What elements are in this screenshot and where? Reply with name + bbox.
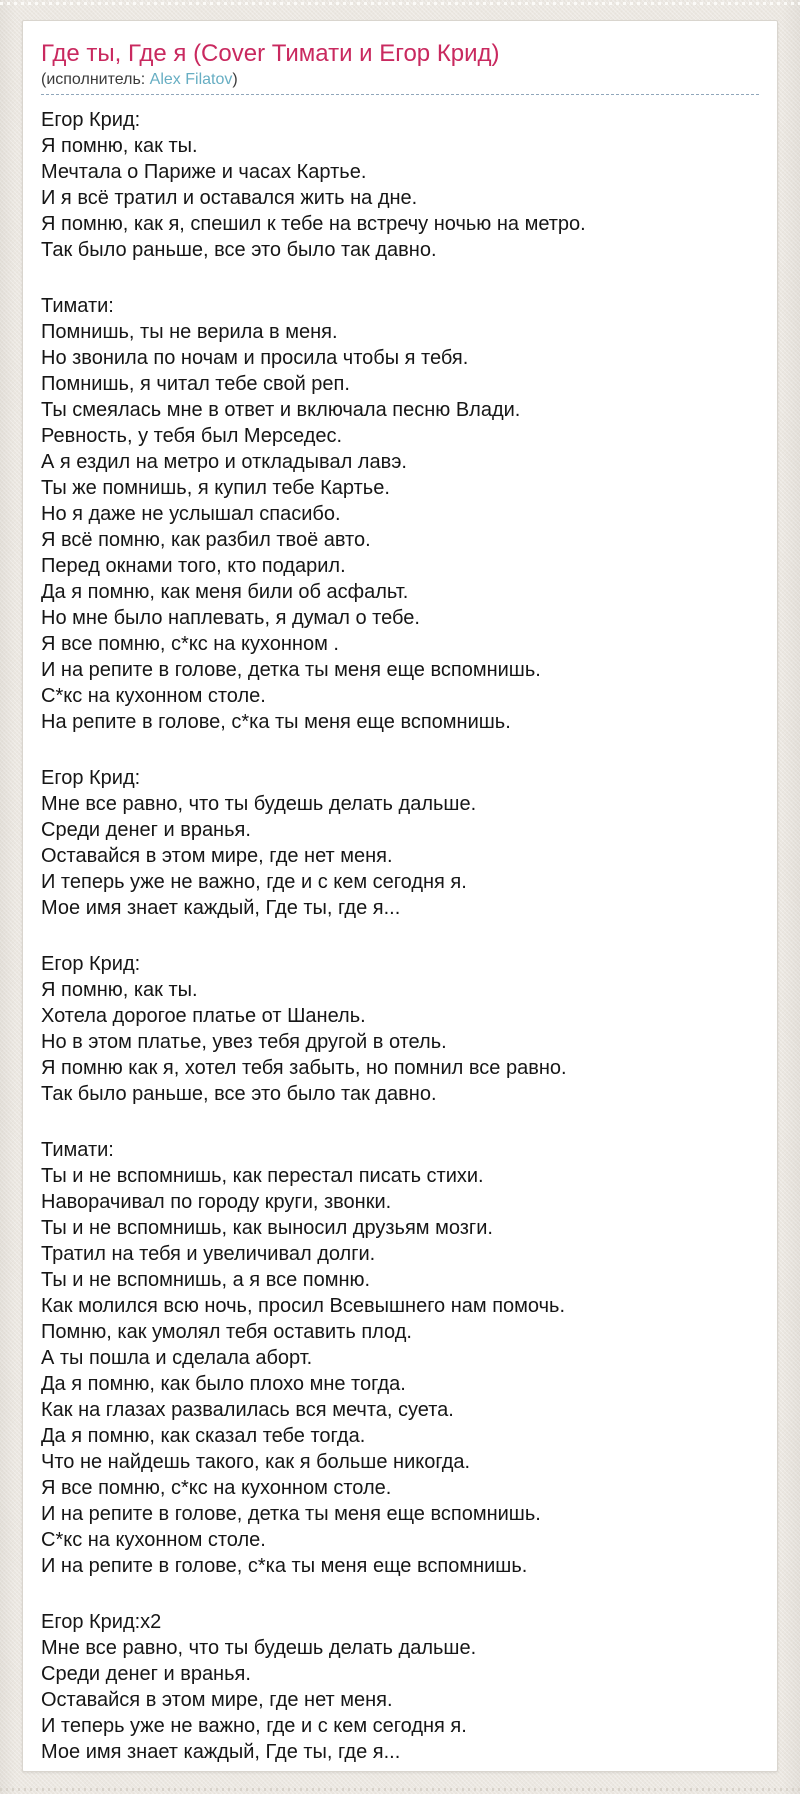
song-title: Где ты, Где я (Cover Тимати и Егор Крид)	[41, 40, 500, 67]
lyric-line: С*кс на кухонном столе.	[41, 685, 266, 707]
lyric-line: Среди денег и вранья.	[41, 1663, 251, 1685]
lyric-line: Среди денег и вранья.	[41, 819, 251, 841]
lyric-line: Но мне было наплевать, я думал о тебе.	[41, 607, 420, 629]
lyric-line: Тимати:	[41, 1139, 114, 1161]
stanza	[41, 951, 759, 1107]
lyric-line: Я помню как я, хотел тебя забыть, но помнил все равно.	[41, 1057, 567, 1079]
lyrics	[41, 107, 759, 1765]
stanza	[41, 107, 759, 263]
lyric-line: Так было раньше, все это было так давно.	[41, 239, 437, 261]
lyric-line: Ты смеялась мне в ответ и включала песню Влади.	[41, 399, 521, 421]
lyric-line: Оставайся в этом мире, где нет меня.	[41, 1689, 393, 1711]
lyric-line: Я все помню, с*кс на кухонном столе.	[41, 1477, 392, 1499]
lyric-line: Как молился всю ночь, просил Всевышнего нам помочь.	[41, 1295, 565, 1317]
lyric-line: Помню, как умолял тебя оставить плод.	[41, 1321, 412, 1343]
lyric-line: Я всё помню, как разбил твоё авто.	[41, 529, 371, 551]
lyric-line: Мне все равно, что ты будешь делать дальше.	[41, 793, 477, 815]
lyric-line: И на репите в голове, с*ка ты меня еще вспомнишь.	[41, 1555, 528, 1577]
artist-line	[41, 70, 759, 95]
lyric-line: Мне все равно, что ты будешь делать дальше.	[41, 1637, 477, 1659]
stanza	[41, 765, 759, 921]
stitch-border-top	[0, 2, 800, 5]
lyric-line: Так было раньше, все это было так давно.	[41, 1083, 437, 1105]
lyric-line: Помнишь, ты не верила в меня.	[41, 321, 338, 343]
lyric-line: И я всё тратил и оставался жить на дне.	[41, 187, 418, 209]
lyric-line: Тратил на тебя и увеличивал долги.	[41, 1243, 376, 1265]
lyric-line: Ты и не вспомнишь, как выносил друзьям мозги.	[41, 1217, 493, 1239]
lyric-line: Я помню, как я, спешил к тебе на встречу ночью на метро.	[41, 213, 586, 235]
lyric-line: Оставайся в этом мире, где нет меня.	[41, 845, 393, 867]
lyric-line: Да я помню, как сказал тебе тогда.	[41, 1425, 366, 1447]
lyric-line: Я помню, как ты.	[41, 135, 198, 157]
lyric-line: Я все помню, с*кс на кухонном .	[41, 633, 339, 655]
lyric-line: На репите в голове, с*ка ты меня еще вспомнишь.	[41, 711, 511, 733]
lyric-line: Ты и не вспомнишь, а я все помню.	[41, 1269, 371, 1291]
lyric-line: А я ездил на метро и откладывал лавэ.	[41, 451, 407, 473]
lyric-line: Но звонила по ночам и просила чтобы я тебя.	[41, 347, 469, 369]
lyric-line: Ревность, у тебя был Мерседес.	[41, 425, 343, 447]
lyric-line: И на репите в голове, детка ты меня еще вспомнишь.	[41, 659, 541, 681]
lyric-line: Егор Крид:	[41, 953, 141, 975]
lyric-line: А ты пошла и сделала аборт.	[41, 1347, 313, 1369]
artist-label-suffix: )	[232, 71, 238, 88]
lyric-line: И теперь уже не важно, где и с кем сегодня я.	[41, 871, 467, 893]
lyric-line: Как на глазах развалилась вся мечта, суета.	[41, 1399, 454, 1421]
lyric-line: Мое имя знает каждый, Где ты, где я...	[41, 1741, 401, 1763]
lyric-line: Егор Крид:x2	[41, 1611, 162, 1633]
lyric-line: Егор Крид:	[41, 767, 141, 789]
lyric-line: Ты же помнишь, я купил тебе Картье.	[41, 477, 390, 499]
lyric-line: И теперь уже не важно, где и с кем сегодня я.	[41, 1715, 467, 1737]
stanza	[41, 1137, 759, 1579]
lyric-line: Хотела дорогое платье от Шанель.	[41, 1005, 366, 1027]
lyric-line: Ты и не вспомнишь, как перестал писать стихи.	[41, 1165, 484, 1187]
lyric-line: И на репите в голове, детка ты меня еще вспомнишь.	[41, 1503, 541, 1525]
stitch-border-bottom	[0, 1788, 800, 1791]
lyric-line: Да я помню, как меня били об асфальт.	[41, 581, 409, 603]
lyric-line: Егор Крид:	[41, 109, 141, 131]
lyric-line: Мое имя знает каждый, Где ты, где я...	[41, 897, 401, 919]
artist-link[interactable]: Alex Filatov	[149, 71, 233, 88]
lyric-line: Я помню, как ты.	[41, 979, 198, 1001]
lyric-line: Тимати:	[41, 295, 114, 317]
artist-label-prefix: (исполнитель:	[41, 71, 150, 88]
lyrics-card	[22, 20, 778, 1772]
lyric-line: С*кс на кухонном столе.	[41, 1529, 266, 1551]
lyric-line: Но в этом платье, увез тебя другой в отель.	[41, 1031, 447, 1053]
lyric-line: Что не найдешь такого, как я больше никогда.	[41, 1451, 471, 1473]
lyric-line: Перед окнами того, кто подарил.	[41, 555, 346, 577]
lyric-line: Да я помню, как было плохо мне тогда.	[41, 1373, 406, 1395]
stanza	[41, 293, 759, 735]
lyric-line: Наворачивал по городу круги, звонки.	[41, 1191, 392, 1213]
lyric-line: Помнишь, я читал тебе свой реп.	[41, 373, 350, 395]
lyric-line: Но я даже не услышал спасибо.	[41, 503, 341, 525]
stanza	[41, 1609, 759, 1765]
lyric-line: Мечтала о Париже и часах Картье.	[41, 161, 367, 183]
